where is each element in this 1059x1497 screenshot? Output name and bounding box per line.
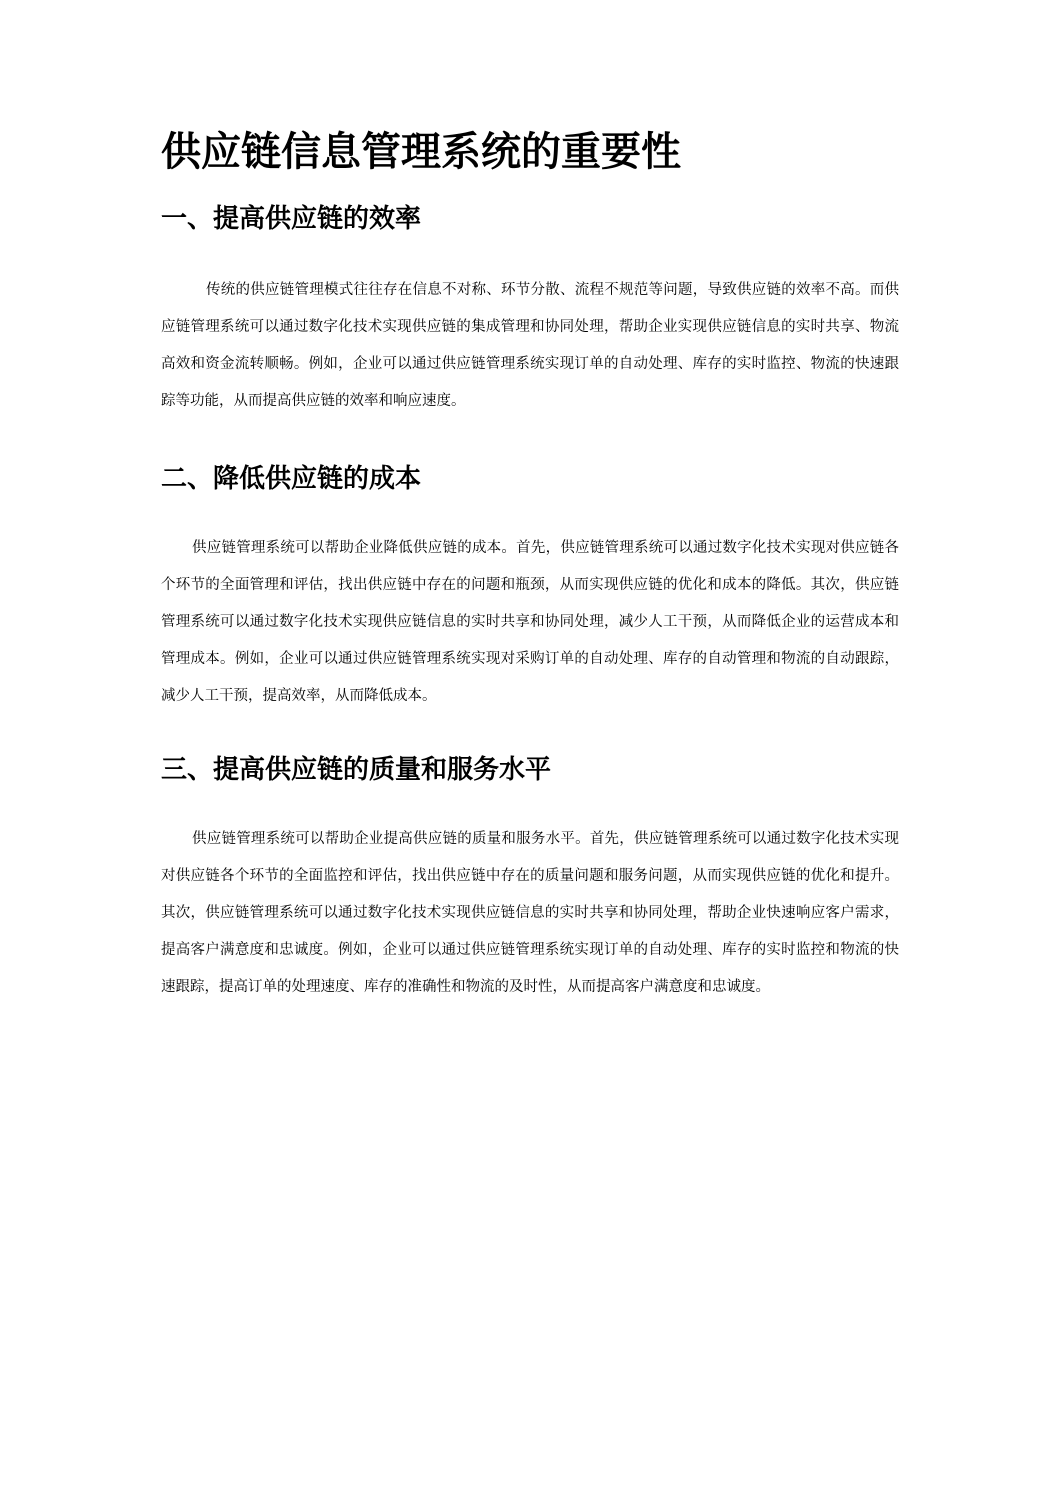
section-body-efficiency: 传统的供应链管理模式往往存在信息不对称、环节分散、流程不规范等问题，导致供应链的效率不高。而供应链管理系统可以通过数字化技术实现供应链的集成管理和协同处理，帮助企业实现供应链信息的实时共享、物流高效和资金流转顺畅。例如，企业可以通过供应链管理系统实现订单的自动处理、库存的实时监控、物流的快速跟踪等功能，从而提高供应链的效率和响应速度。 [161,282,899,409]
document-title: 供应链信息管理系统的重要性 [161,129,681,175]
section-body-cost: 供应链管理系统可以帮助企业降低供应链的成本。首先，供应链管理系统可以通过数字化技术实现对供应链各个环节的全面管理和评估，找出供应链中存在的问题和瓶颈，从而实现供应链的优化和成本的降低。其次，供应链管理系统可以通过数字化技术实现供应链信息的实时共享和协同处理，减少人工干预，从而降低企业的运营成本和管理成本。例如，企业可以通过供应链管理系统实现对采购订单的自动处理、库存的自动管理和物流的自动跟踪，减少人工干预，提高效率，从而降低成本。 [161,540,899,704]
document-page [161,126,899,1006]
section-heading-cost: 二、降低供应链的成本 [161,464,422,494]
section-body-quality: 供应链管理系统可以帮助企业提高供应链的质量和服务水平。首先，供应链管理系统可以通过数字化技术实现对供应链各个环节的全面监控和评估，找出供应链中存在的质量问题和服务问题，从而实现供应链的优化和提升。其次，供应链管理系统可以通过数字化技术实现供应链信息的实时共享和协同处理，帮助企业快速响应客户需求，提高客户满意度和忠诚度。例如，企业可以通过供应链管理系统实现订单的自动处理、库存的实时监控和物流的快速跟踪，提高订单的处理速度、库存的准确性和物流的及时性，从而提高客户满意度和忠诚度。 [161,831,899,995]
section-heading-quality: 三、提高供应链的质量和服务水平 [161,755,552,785]
section-heading-efficiency: 一、提高供应链的效率 [161,204,422,234]
